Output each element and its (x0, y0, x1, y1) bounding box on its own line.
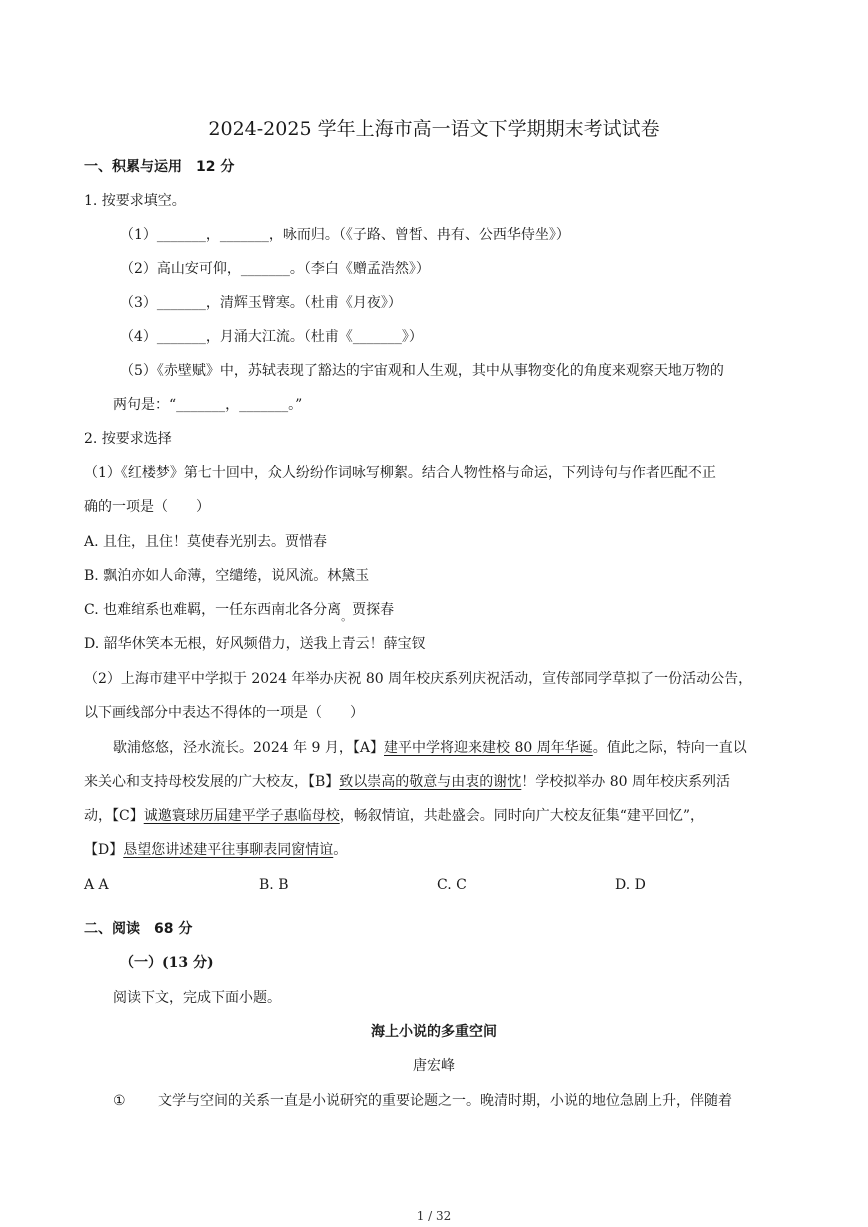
passage-text: ，畅叙情谊，共赴盛会。同时向广大校友征集“建平回忆”， (339, 808, 705, 824)
passage-text: 歇浦悠悠，泾水流长。2024 年 9 月，【A】 (113, 740, 384, 756)
q1-item-2: （2）高山安可仰，_______。（李白《赠孟浩然》） (120, 261, 430, 277)
q2-sub1-line1: （1）《红楼梦》第七十回中，众人纷纷作词咏写柳絮。结合人物性格与命运，下列诗句与作者匹配不正 (84, 465, 716, 481)
q2-sub2-line1: （2）上海市建平中学拟于 2024 年举办庆祝 80 周年校庆系列庆祝活动，宣传部同学草拟了一份活动公告， (84, 671, 753, 687)
q1-item-1: （1）_______，_______，咏而归。（《子路、曾皙、冉有、公西华侍坐》） (120, 227, 570, 243)
paragraph-number: ① (113, 1093, 126, 1109)
choice-a: A A (84, 877, 109, 893)
page-number: 1 / 32 (416, 1209, 452, 1223)
section-heading-1: 一、积累与运用 12 分 (84, 159, 235, 175)
q2-sub1-line2: 确的一项是（ ） (84, 499, 210, 515)
q1-item-5: （5）《赤壁赋》中，苏轼表现了豁达的宇宙观和人生观，其中从事物变化的角度来观察天地万物的 (120, 363, 724, 379)
reading-instruction: 阅读下文，完成下面小题。 (113, 990, 281, 1006)
article-title: 海上小说的多重空间 (371, 1024, 497, 1040)
passage-line-2 (84, 772, 730, 792)
question-1-stem: 1. 按要求填空。 (84, 193, 186, 209)
q2-sub2-line2: 以下画线部分中表达不得体的一项是（ ） (84, 705, 364, 721)
passage-text: 【D】 (84, 842, 124, 858)
passage-text: 。值此之际，特向一直以 (592, 740, 747, 756)
choice-d: D. D (615, 877, 646, 893)
passage-text: 。 (333, 842, 348, 858)
passage-text: ！学校拟举办 80 周年校庆系列活 (521, 774, 731, 790)
passage-line-3 (84, 806, 704, 826)
passage-line-1 (113, 738, 747, 758)
section-heading-2: 二、阅读 68 分 (84, 921, 193, 937)
q1-item-3: （3）_______，清辉玉臂寒。（杜甫《月夜》） (120, 295, 402, 311)
article-author: 唐宏峰 (413, 1058, 455, 1074)
underlined-option-c: 诚邀寰球历届建平学子惠临母校 (143, 808, 340, 824)
option-c-mark: 。 (341, 610, 353, 623)
reading-part-1: （一）(13 分) (120, 955, 214, 971)
q2-sub1-option-c (84, 600, 394, 621)
option-c-author: 贾探春 (352, 602, 395, 618)
q2-sub1-option-d: D. 韶华休笑本无根，好风频借力，送我上青云！薛宝钗 (84, 636, 426, 652)
passage-text: 动，【C】 (84, 808, 144, 824)
choice-b: B. B (259, 877, 289, 893)
document-title: 2024-2025 学年上海市高一语文下学期期末考试试卷 (208, 118, 660, 140)
choice-c: C. C (437, 877, 467, 893)
passage-line-4 (84, 840, 347, 860)
q2-sub1-option-b: B. 飘泊亦如人命薄，空缱绻，说风流。林黛玉 (84, 568, 370, 584)
q1-item-4: （4）_______，月涌大江流。（杜甫《_______》） (120, 329, 423, 345)
underlined-option-b: 致以崇高的敬意与由衷的谢忱 (339, 774, 522, 790)
q2-sub1-option-a: A. 且住，且住！莫使春光别去。贾惜春 (84, 534, 328, 550)
underlined-option-d: 恳望您讲述建平往事聊表同窗情谊 (123, 842, 334, 858)
q1-item-5-cont: 两句是：“_______，_______。” (113, 397, 303, 413)
option-c-text: C. 也难绾系也难羁，一任东西南北各分离 (84, 602, 342, 618)
paragraph-text: 文学与空间的关系一直是小说研究的重要论题之一。晚清时期，小说的地位急剧上升，伴随着 (158, 1093, 732, 1109)
passage-text: 来关心和支持母校发展的广大校友，【B】 (84, 774, 340, 790)
underlined-option-a: 建平中学将迎来建校 80 周年华诞 (384, 740, 593, 756)
question-2-stem: 2. 按要求选择 (84, 431, 172, 447)
